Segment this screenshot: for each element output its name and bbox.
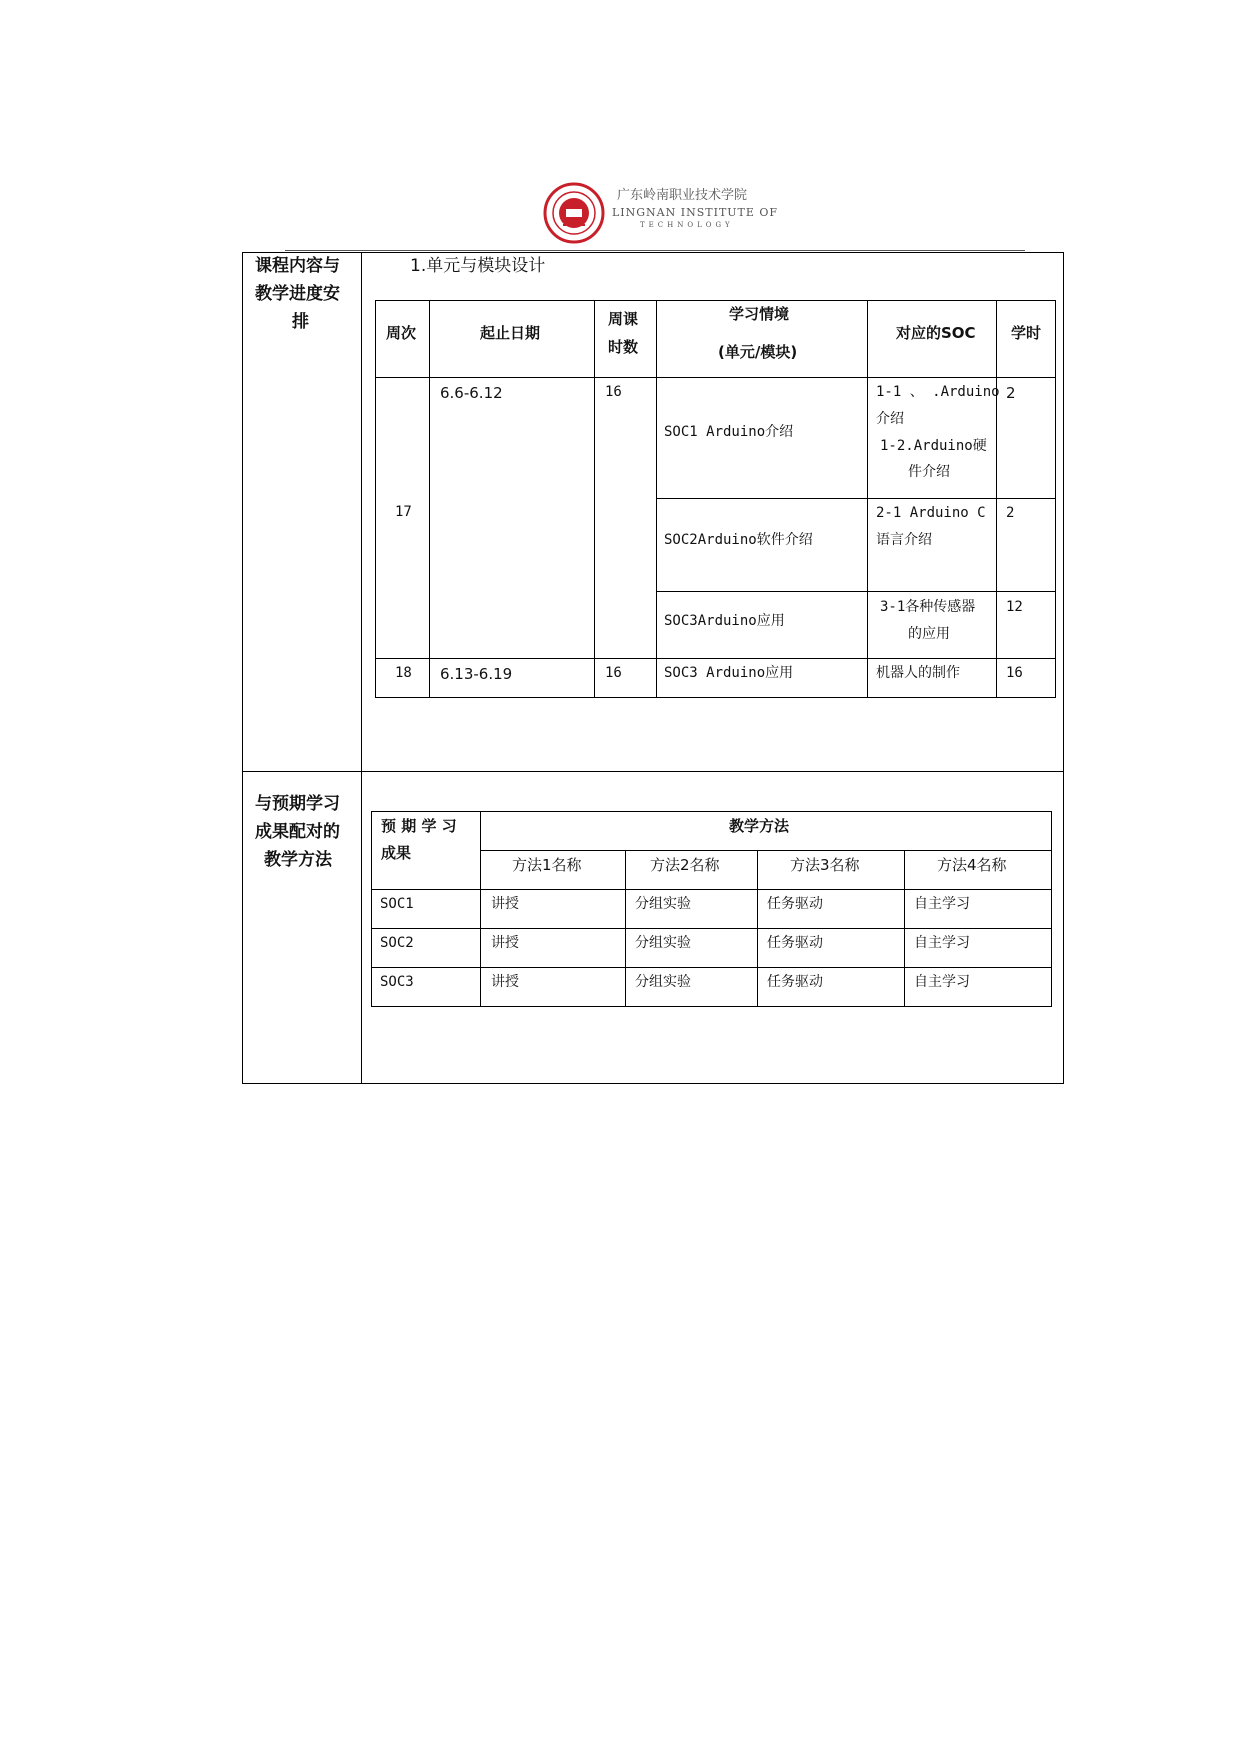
cell-method: 分组实验 [635,974,691,990]
header-rule [285,250,1025,251]
school-name-en: LINGNAN INSTITUTE OF [612,206,779,219]
th-dates: 起止日期 [480,324,541,342]
cell-soc-line: 1-1 、 .Arduino [876,384,1000,400]
cell-situation: SOC1 Arduino介绍 [664,424,794,440]
cell-dates: 6.13-6.19 [440,665,513,683]
cell-soc-line: 机器人的制作 [876,665,960,681]
cell-method: 讲授 [491,974,519,990]
cell-hours: 2 [1006,384,1016,402]
cell-hours: 16 [1006,665,1023,681]
cell-method: 分组实验 [635,896,691,912]
cell-outcome: SOC2 [380,935,414,951]
cell-method: 任务驱动 [767,935,823,951]
cell-week: 18 [395,665,412,681]
th-method-name: 方法3名称 [790,856,860,874]
th-method-name: 方法4名称 [937,856,1007,874]
cell-hours: 12 [1006,599,1023,615]
cell-weekly-hours: 16 [605,665,622,681]
cell-situation: SOC3Arduino应用 [664,613,785,629]
cell-weekly-hours: 16 [605,384,622,400]
cell-soc-line: 的应用 [908,626,950,642]
th-week: 周次 [386,324,417,342]
th-expected-outcome: 预 期 学 习 [381,817,457,835]
cell-soc-line: 2-1 Arduino C [876,505,986,521]
cell-method: 自主学习 [914,935,970,951]
cell-outcome: SOC3 [380,974,414,990]
th-weekly-hours-2: 时数 [608,338,639,356]
cell-soc-line: 介绍 [876,411,904,427]
th-situation-2: (单元/模块) [718,343,798,361]
cell-soc-line: 语言介绍 [876,532,932,548]
cell-method: 分组实验 [635,935,691,951]
school-logo [543,182,605,244]
th-expected-outcome-2: 成果 [381,844,412,862]
section-label-course-content: 课程内容与 [255,256,340,276]
cell-situation: SOC2Arduino软件介绍 [664,532,813,548]
cell-method: 讲授 [491,896,519,912]
th-teaching-methods: 教学方法 [729,817,790,835]
cell-hours: 2 [1006,505,1015,521]
th-soc: 对应的SOC [896,324,976,342]
school-name-en-2: TECHNOLOGY [640,221,734,229]
th-situation: 学习情境 [729,305,790,323]
section-label-course-content-3: 排 [292,312,309,332]
th-method-name: 方法2名称 [650,856,720,874]
cell-situation: SOC3 Arduino应用 [664,665,794,681]
cell-soc-line: 件介绍 [908,464,950,480]
th-weekly-hours: 周课 [608,310,639,328]
cell-week: 17 [395,504,412,520]
section-heading-unit-design: 1.单元与模块设计 [410,256,546,276]
cell-soc-line: 3-1各种传感器 [880,599,976,615]
section-label-course-content-2: 教学进度安 [255,284,340,304]
cell-method: 讲授 [491,935,519,951]
section-label-teaching-methods-2: 成果配对的 [255,822,340,842]
cell-dates: 6.6-6.12 [440,384,503,402]
section-label-teaching-methods-3: 教学方法 [264,850,332,870]
th-method-name: 方法1名称 [512,856,582,874]
cell-outcome: SOC1 [380,896,414,912]
cell-method: 任务驱动 [767,974,823,990]
th-hours: 学时 [1011,324,1042,342]
school-name-cn: 广东岭南职业技术学院 [617,188,748,203]
cell-method: 自主学习 [914,974,970,990]
section-label-teaching-methods: 与预期学习 [255,794,340,814]
cell-soc-line: 1-2.Arduino硬 [880,438,987,454]
cell-method: 自主学习 [914,896,970,912]
cell-method: 任务驱动 [767,896,823,912]
